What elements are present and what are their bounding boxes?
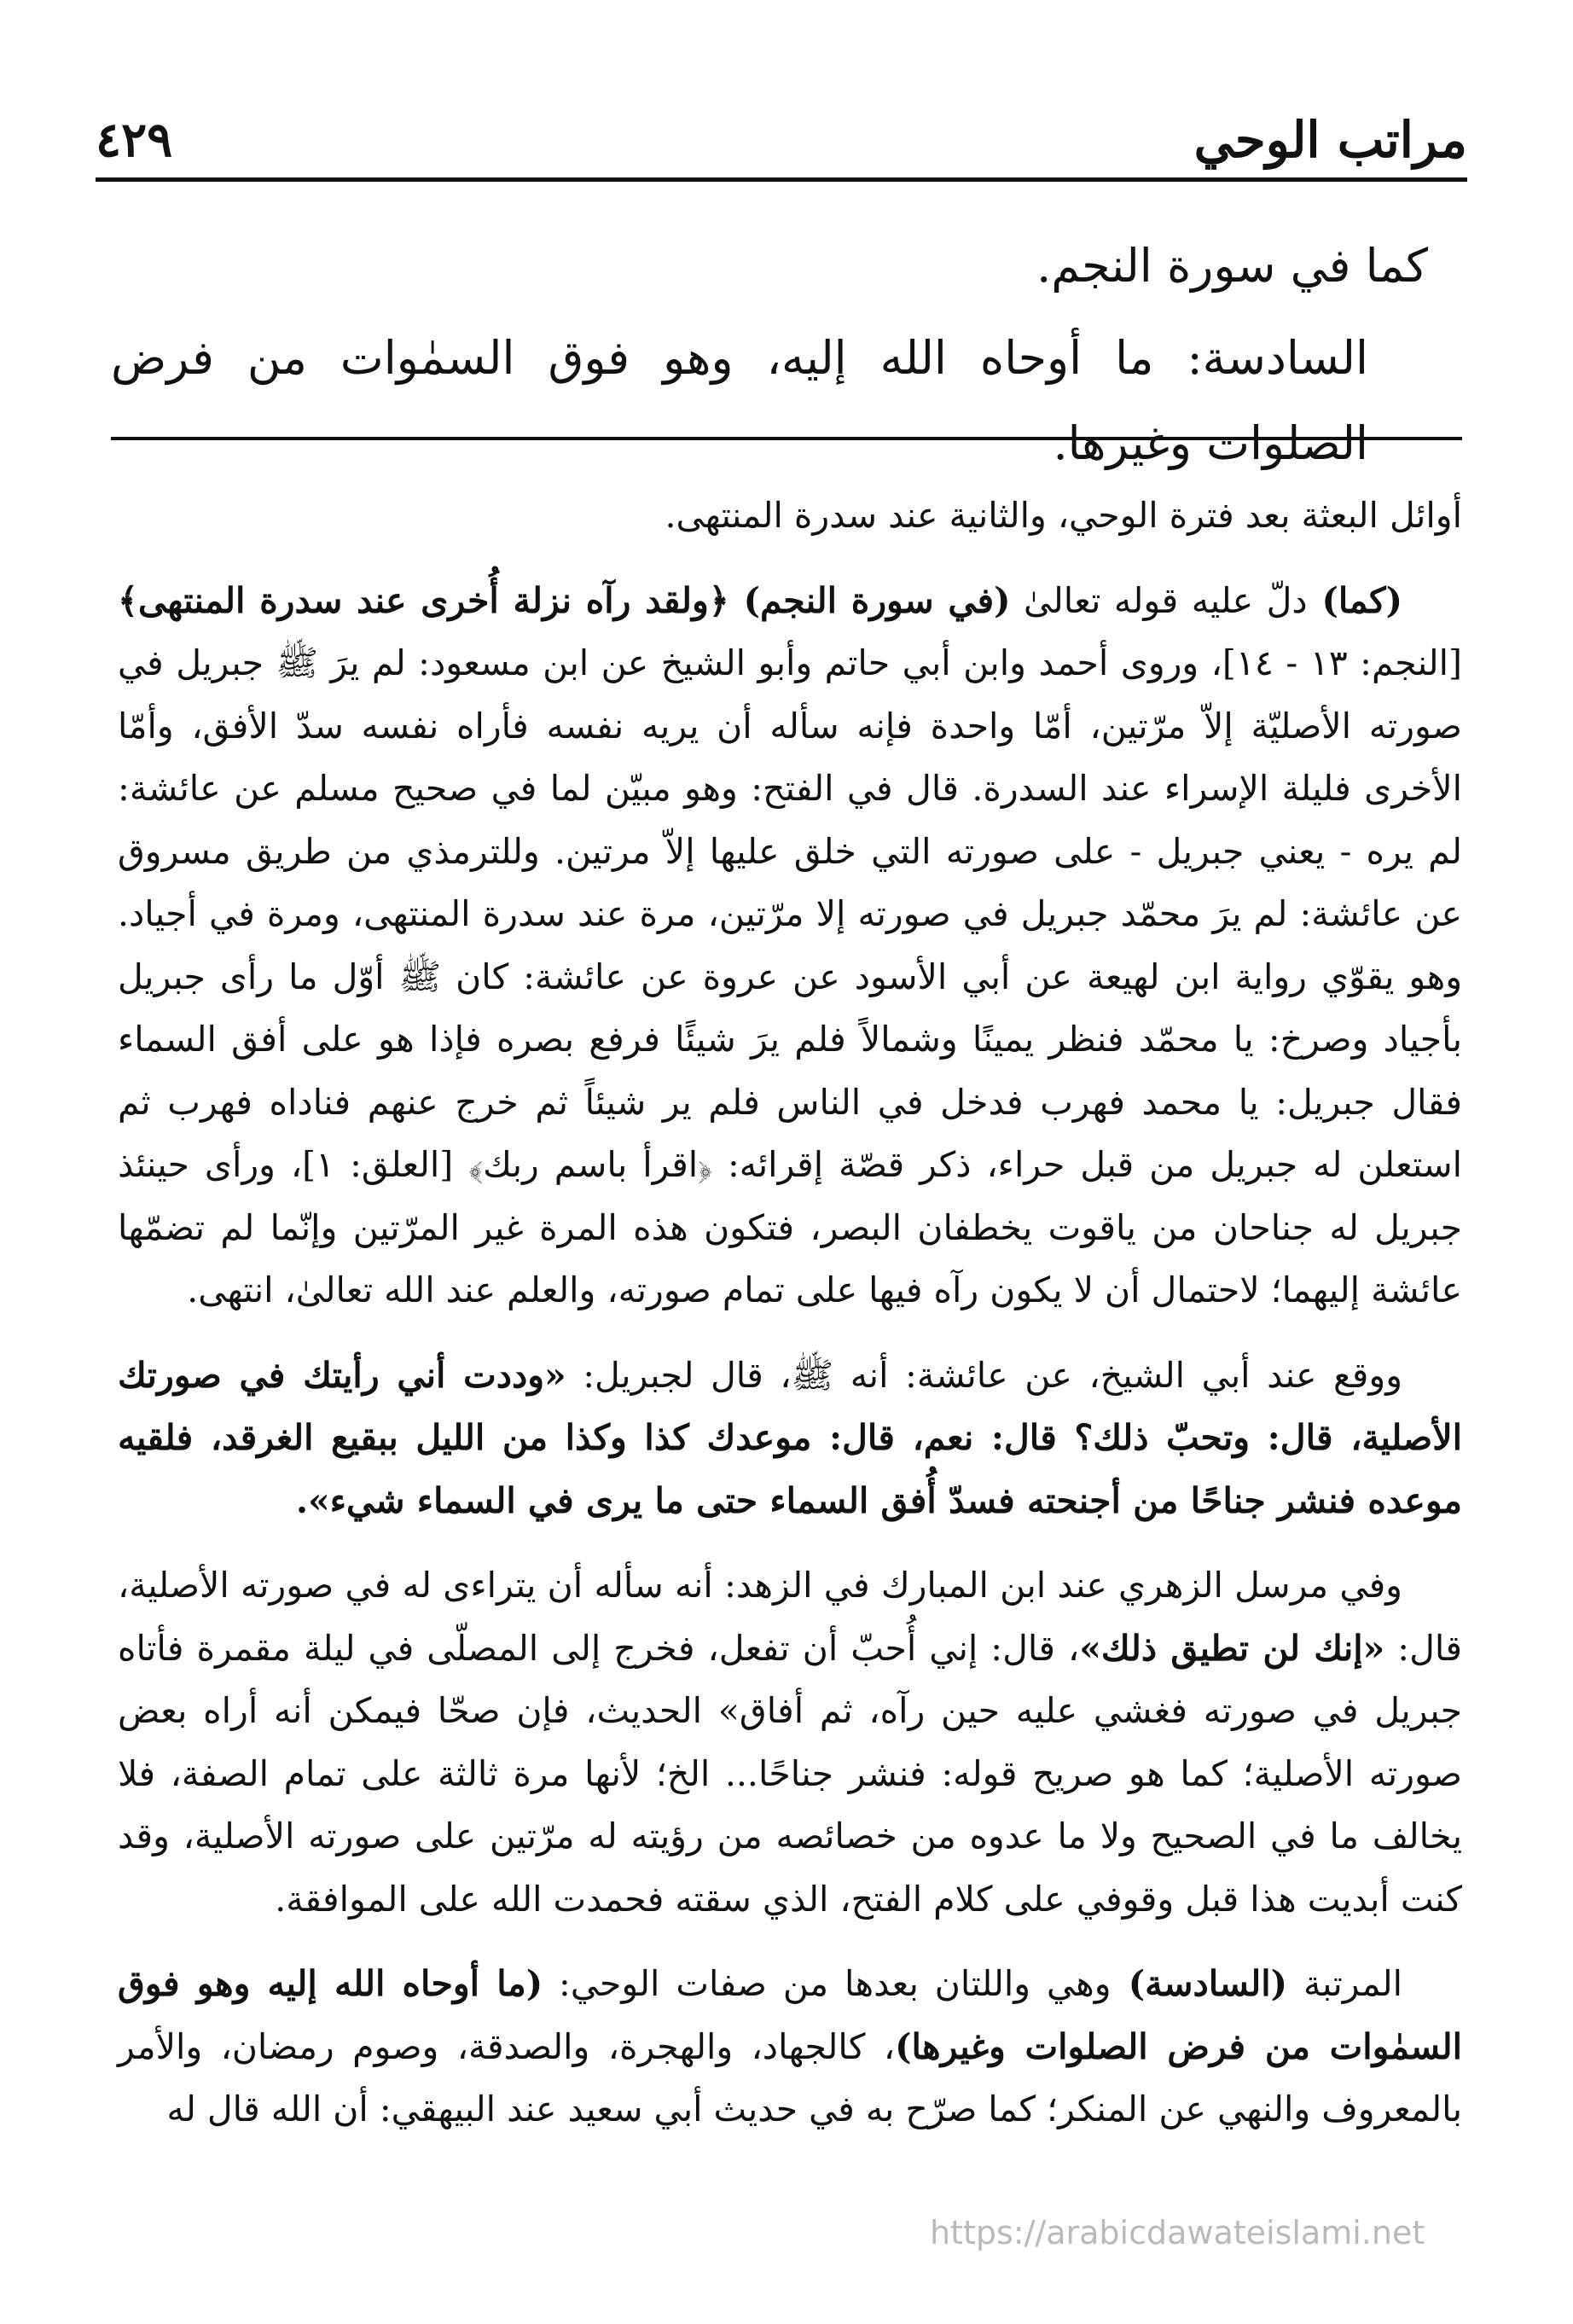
emphasis-text: (كما)	[1307, 579, 1402, 621]
running-title: مراتب الوحي	[1193, 111, 1467, 169]
main-line: كما في سورة النجم.	[1036, 239, 1428, 293]
page-number: ٤٢٩	[96, 112, 173, 168]
footnote-separator	[111, 437, 1462, 440]
commentary	[118, 485, 1462, 2141]
emphasis-text: (ما أوحاه الله إليه وهو فوق السمٰوات من فرض الصلوات وغيرها)	[118, 1963, 1462, 2067]
commentary-paragraph: (كما) دلّ عليه قوله تعالىٰ (في سورة النجم) ﴿ولقد رآه نزلة أُخرى عند سدرة المنتهى﴾ [النجم: ١٣ - ١٤]، وروى أحمد وابن أبي حاتم وأبو الشيخ عن ابن مسعود: لم يرَ ﷺ جبريل في صورته الأصليّة إلاّ مرّتين، أمّا واحدة فإنه سأله أن يريه نفسه فأراه نفسه سدّ الأفق، وأمّا الأخرى فليلة الإسراء عند السدرة. قال في الفتح: وهو مبيّن لما في صحيح مسلم عن عائشة: لم يره - يعني جبريل - على صورته التي خلق عليها إلاّ مرتين. وللترمذي من طريق مسروق عن عائشة: لم يرَ محمّد جبريل في صورته إلا مرّتين، مرة عند سدرة المنتهى، ومرة في أجياد. وهو يقوّي رواية ابن لهيعة عن أبي الأسود عن عروة عن عائشة: كان ﷺ أوّل ما رأى جبريل بأجياد وصرخ: يا محمّد فنظر يمينًا وشمالاً فلم يرَ شيئًا فرفع بصره فإذا هو على أفق السماء فقال جبريل: يا محمد فهرب فدخل في الناس فلم ير شيئاً ثم خرج عنهم فناداه فهرب ثم استعلن له جبريل من قبل حراء، ذكر قصّة إقرائه: ﴿اقرأ باسم ربك﴾ [العلق: ١]، ورأى حينئذ جبريل له جناحان من ياقوت يخطفان البصر، فتكون هذه المرة غير المرّتين وإنّما لم تضمّها عائشة إليهما؛ لاحتمال أن لا يكون رآه فيها على تمام صورته، والعلم عند الله تعالىٰ، انتهى.	[118, 579, 1463, 1310]
main-text	[111, 224, 1428, 486]
main-line: السادسة: ما أوحاه الله إليه، وهو فوق السمٰوات من فرض الصلوات وغيرها.	[111, 331, 1368, 470]
commentary-paragraph: وفي مرسل الزهري عند ابن المبارك في الزهد: أنه سأله أن يتراءى له في صورته الأصلية، قال: «إنك لن تطيق ذلك»، قال: إني أُحبّ أن تفعل، فخرج إلى المصلّى في ليلة مقمرة فأتاه جبريل في صورته فغشي عليه حين رآه، ثم أفاق» الحديث، فإن صحّا فيمكن أنه أراه بعض صورته الأصلية؛ كما هو صريح قوله: فنشر جناحًا... الخ؛ لأنها مرة ثالثة على تمام الصفة، فلا يخالف ما في الصحيح ولا ما عدوه من خصائصه من رؤيته له مرّتين على صورته الأصلية، وقد كنت أبديت هذا قبل وقوفي على كلام الفتح، الذي سقته فحمدت الله على الموافقة.	[118, 1565, 1463, 1920]
commentary-paragraph: ووقع عند أبي الشيخ، عن عائشة: أنه ﷺ، قال لجبريل: «وددت أني رأيتك في صورتك الأصلية، قال: وتحبّ ذلك؟ قال: نعم، قال: موعدك كذا وكذا من الليل ببقيع الغرقد، فلقيه موعده فنشر جناحًا من أجنحته فسدّ أُفق السماء حتى ما يرى في السماء شيء».	[118, 1354, 1462, 1521]
page-header	[96, 101, 1467, 179]
header-rule	[96, 177, 1467, 182]
commentary-paragraph: أوائل البعثة بعد فترة الوحي، والثانية عند سدرة المنتهى.	[665, 495, 1462, 536]
emphasis-text: «وددت أني رأيتك في صورتك الأصلية، قال: وتحبّ ذلك؟ قال: نعم، قال: موعدك كذا وكذا من الليل ببقيع الغرقد، فلقيه موعده فنشر جناحًا من أجنحته فسدّ أُفق السماء حتى ما يرى في السماء شيء».	[118, 1354, 1462, 1521]
emphasis-text: (في سورة النجم)	[728, 579, 1011, 621]
commentary-paragraph: المرتبة (السادسة) وهي واللتان بعدها من صفات الوحي: (ما أوحاه الله إليه وهو فوق السمٰوات من فرض الصلوات وغيرها)، كالجهاد، والهجرة، والصدقة، وصوم رمضان، والأمر بالمعروف والنهي عن المنكر؛ كما صرّح به في حديث أبي سعيد عند البيهقي: أن الله قال له	[118, 1963, 1462, 2129]
emphasis-text: ﴿ولقد رآه نزلة أُخرى عند سدرة المنتهى﴾	[118, 579, 729, 621]
emphasis-text: (السادسة)	[1111, 1963, 1288, 2004]
emphasis-text: «إنك لن تطيق ذلك»	[1079, 1627, 1385, 1669]
watermark: https://arabicdawateislami.net	[930, 2214, 1425, 2251]
